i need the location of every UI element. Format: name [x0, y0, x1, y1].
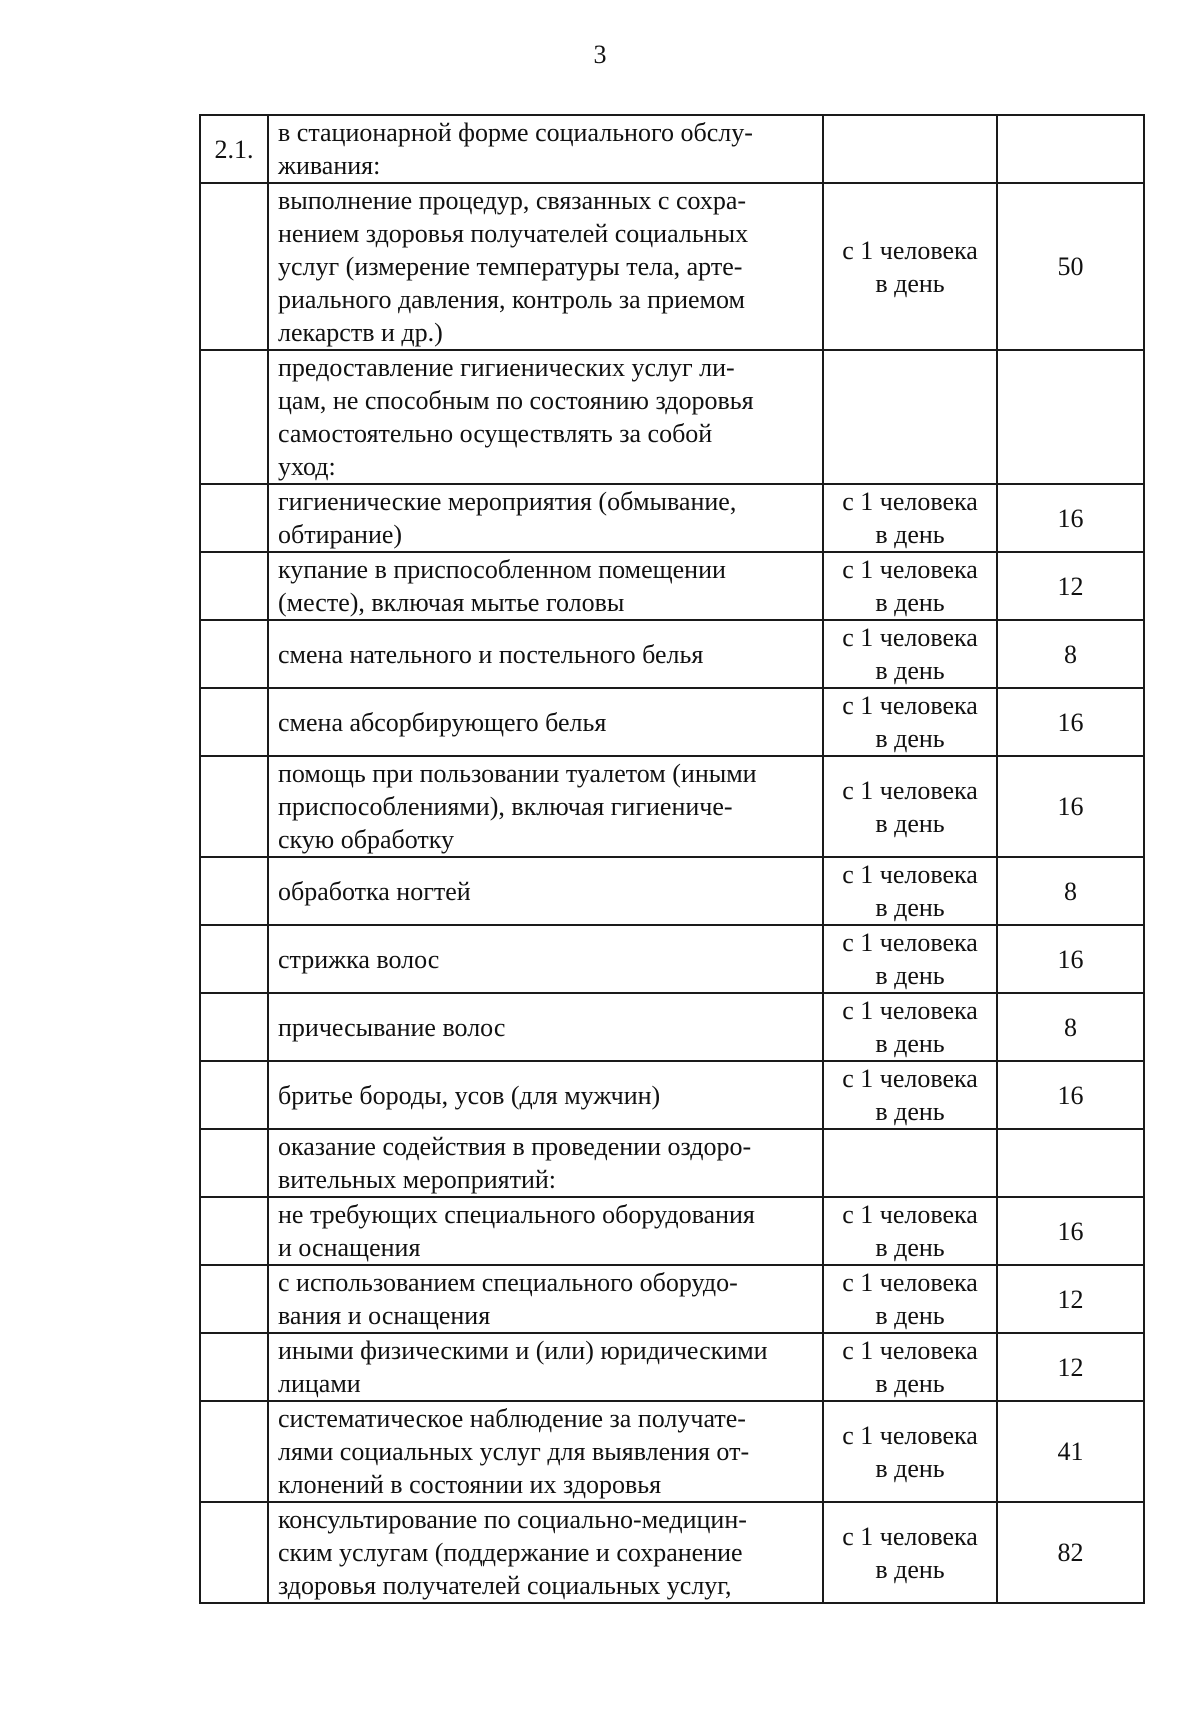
table-row — [200, 1502, 1144, 1603]
service-description-cell — [268, 1129, 823, 1197]
unit-line: в день — [875, 1453, 945, 1483]
unit-line: с 1 человека — [842, 1521, 978, 1551]
service-description-line: помощь при пользовании туалетом (иными — [278, 759, 757, 788]
unit-line: с 1 человека — [842, 1420, 978, 1450]
service-description-line: лями социальных услуг для выявления от- — [278, 1437, 750, 1466]
value-cell — [997, 115, 1144, 183]
table-row — [200, 620, 1144, 688]
service-description-cell — [268, 1197, 823, 1265]
service-description-line: оказание содействия в проведении оздоро- — [278, 1132, 752, 1161]
unit-cell — [823, 350, 997, 484]
service-description-line: скую обработку — [278, 825, 455, 854]
value-cell: 16 — [997, 484, 1144, 552]
service-description-cell — [268, 183, 823, 350]
table-row — [200, 484, 1144, 552]
service-description-line: ским услугам (поддержание и сохранение — [278, 1538, 743, 1567]
service-description-cell — [268, 1265, 823, 1333]
service-description-cell — [268, 1502, 823, 1603]
table-row — [200, 925, 1144, 993]
value-cell — [997, 350, 1144, 484]
row-number-cell — [200, 1333, 268, 1401]
unit-line: в день — [875, 961, 945, 990]
service-description-cell — [268, 1401, 823, 1502]
row-number-cell — [200, 1197, 268, 1265]
unit-cell — [823, 620, 997, 688]
service-description-line: самостоятельно осуществлять за собой — [278, 419, 713, 448]
unit-line: с 1 человека — [842, 1064, 978, 1093]
value-cell: 16 — [997, 688, 1144, 756]
service-description-cell — [268, 350, 823, 484]
row-number-cell — [200, 620, 268, 688]
value-cell: 8 — [997, 620, 1144, 688]
service-description-cell — [268, 1061, 823, 1129]
row-number-cell — [200, 1061, 268, 1129]
unit-line: с 1 человека — [842, 860, 978, 889]
service-description-line: купание в приспособленном помещении — [278, 555, 726, 584]
service-description-line: лицами — [278, 1369, 361, 1398]
unit-cell — [823, 183, 997, 350]
unit-line: с 1 человека — [842, 1336, 978, 1365]
row-number-cell — [200, 1502, 268, 1603]
unit-line: с 1 человека — [842, 623, 978, 652]
table-row — [200, 350, 1144, 484]
row-number-cell — [200, 857, 268, 925]
service-description-line: иными физическими и (или) юридическими — [278, 1336, 768, 1365]
row-number-cell — [200, 484, 268, 552]
value-cell: 16 — [997, 1061, 1144, 1129]
service-description-cell — [268, 620, 823, 688]
row-number-cell — [200, 1265, 268, 1333]
service-description-line: выполнение процедур, связанных с сохра- — [278, 186, 747, 215]
service-description-cell — [268, 925, 823, 993]
unit-line: с 1 человека — [842, 235, 978, 265]
unit-cell — [823, 1265, 997, 1333]
unit-cell — [823, 1197, 997, 1265]
service-description-cell — [268, 756, 823, 857]
service-description-line: цам, не способным по состоянию здоровья — [278, 386, 754, 415]
table-row — [200, 993, 1144, 1061]
value-cell — [997, 1129, 1144, 1197]
service-description-line: смена нательного и постельного белья — [278, 639, 704, 669]
unit-cell — [823, 688, 997, 756]
value-cell: 16 — [997, 756, 1144, 857]
table-row — [200, 1265, 1144, 1333]
service-description-line: вания и оснащения — [278, 1301, 491, 1330]
service-description-line: не требующих специального оборудования — [278, 1200, 755, 1229]
service-description-cell — [268, 115, 823, 183]
unit-line: в день — [875, 656, 945, 685]
table-row — [200, 756, 1144, 857]
value-cell: 82 — [997, 1502, 1144, 1603]
value-cell: 41 — [997, 1401, 1144, 1502]
row-number-cell: 2.1. — [200, 115, 268, 183]
unit-line: с 1 человека — [842, 691, 978, 720]
unit-line: в день — [875, 1369, 945, 1398]
row-number-cell — [200, 350, 268, 484]
unit-line: с 1 человека — [842, 928, 978, 957]
service-description-cell — [268, 993, 823, 1061]
unit-cell — [823, 756, 997, 857]
table-row — [200, 1129, 1144, 1197]
service-description-line: (месте), включая мытье головы — [278, 588, 625, 617]
unit-line: в день — [875, 1233, 945, 1262]
service-description-line: лекарств и др.) — [278, 318, 443, 347]
table-row — [200, 1333, 1144, 1401]
row-number-cell — [200, 1401, 268, 1502]
unit-line: в день — [875, 520, 945, 549]
service-description-line: здоровья получателей социальных услуг, — [278, 1571, 732, 1600]
row-number-cell — [200, 688, 268, 756]
unit-line: с 1 человека — [842, 487, 978, 516]
unit-line: в день — [875, 893, 945, 922]
service-description-line: риального давления, контроль за приемом — [278, 285, 745, 314]
unit-line: в день — [875, 808, 945, 838]
service-description-line: систематическое наблюдение за получате- — [278, 1404, 746, 1433]
unit-line: с 1 человека — [842, 775, 978, 805]
service-description-line: обтирание) — [278, 520, 403, 549]
unit-cell — [823, 1129, 997, 1197]
page-number: 3 — [593, 40, 607, 69]
service-description-line: клонений в состоянии их здоровья — [278, 1470, 662, 1499]
value-cell: 12 — [997, 1265, 1144, 1333]
service-description-line: предоставление гигиенических услуг ли- — [278, 353, 735, 382]
table-row — [200, 1197, 1144, 1265]
service-description-line: гигиенические мероприятия (обмывание, — [278, 487, 737, 516]
table-row — [200, 688, 1144, 756]
table-row — [200, 183, 1144, 350]
service-description-line: услуг (измерение температуры тела, арте- — [278, 252, 743, 281]
service-description-cell — [268, 484, 823, 552]
unit-cell — [823, 925, 997, 993]
unit-cell — [823, 857, 997, 925]
value-cell: 8 — [997, 857, 1144, 925]
unit-cell — [823, 1401, 997, 1502]
service-description-line: нением здоровья получателей социальных — [278, 219, 749, 248]
value-cell: 12 — [997, 1333, 1144, 1401]
unit-cell — [823, 993, 997, 1061]
value-cell: 16 — [997, 1197, 1144, 1265]
service-description-line: причесывание волос — [278, 1012, 506, 1042]
unit-cell — [823, 552, 997, 620]
service-description-cell — [268, 1333, 823, 1401]
table-body — [200, 115, 1144, 1603]
value-cell: 8 — [997, 993, 1144, 1061]
service-description-line: смена абсорбирующего белья — [278, 707, 607, 737]
row-number-cell — [200, 183, 268, 350]
unit-line: в день — [875, 268, 945, 298]
unit-line: в день — [875, 588, 945, 617]
service-description-line: уход: — [278, 452, 336, 481]
service-description-line: вительных мероприятий: — [278, 1165, 557, 1194]
unit-cell — [823, 1333, 997, 1401]
value-cell: 50 — [997, 183, 1144, 350]
table-row — [200, 1061, 1144, 1129]
unit-line: в день — [875, 1097, 945, 1126]
unit-line: в день — [875, 724, 945, 753]
service-description-line: приспособлениями), включая гигиениче- — [278, 792, 733, 821]
service-description-cell — [268, 552, 823, 620]
unit-line: с 1 человека — [842, 1200, 978, 1229]
unit-cell — [823, 1502, 997, 1603]
service-description-line: стрижка волос — [278, 944, 440, 974]
value-cell: 16 — [997, 925, 1144, 993]
service-description-line: живания: — [278, 151, 381, 180]
unit-cell — [823, 115, 997, 183]
table-row — [200, 552, 1144, 620]
service-description-line: и оснащения — [278, 1233, 421, 1262]
service-description-line: обработка ногтей — [278, 876, 471, 906]
value-cell: 12 — [997, 552, 1144, 620]
service-description-cell — [268, 857, 823, 925]
unit-cell — [823, 1061, 997, 1129]
row-number-cell — [200, 1129, 268, 1197]
row-number-cell — [200, 552, 268, 620]
unit-line: с 1 человека — [842, 555, 978, 584]
unit-line: в день — [875, 1029, 945, 1058]
table-row — [200, 857, 1144, 925]
table-row — [200, 115, 1144, 183]
table-row — [200, 1401, 1144, 1502]
row-number-cell — [200, 756, 268, 857]
row-number-cell — [200, 925, 268, 993]
row-number-cell — [200, 993, 268, 1061]
service-description-line: в стационарной форме социального обслу- — [278, 118, 753, 147]
unit-cell — [823, 484, 997, 552]
service-description-line: с использованием специального оборудо- — [278, 1268, 738, 1297]
service-description-cell — [268, 688, 823, 756]
unit-line: в день — [875, 1554, 945, 1584]
unit-line: с 1 человека — [842, 996, 978, 1025]
unit-line: в день — [875, 1301, 945, 1330]
service-description-line: консультирование по социально-медицин- — [278, 1505, 747, 1534]
unit-line: с 1 человека — [842, 1268, 978, 1297]
service-description-line: бритье бороды, усов (для мужчин) — [278, 1080, 661, 1110]
services-table — [199, 114, 1145, 1604]
